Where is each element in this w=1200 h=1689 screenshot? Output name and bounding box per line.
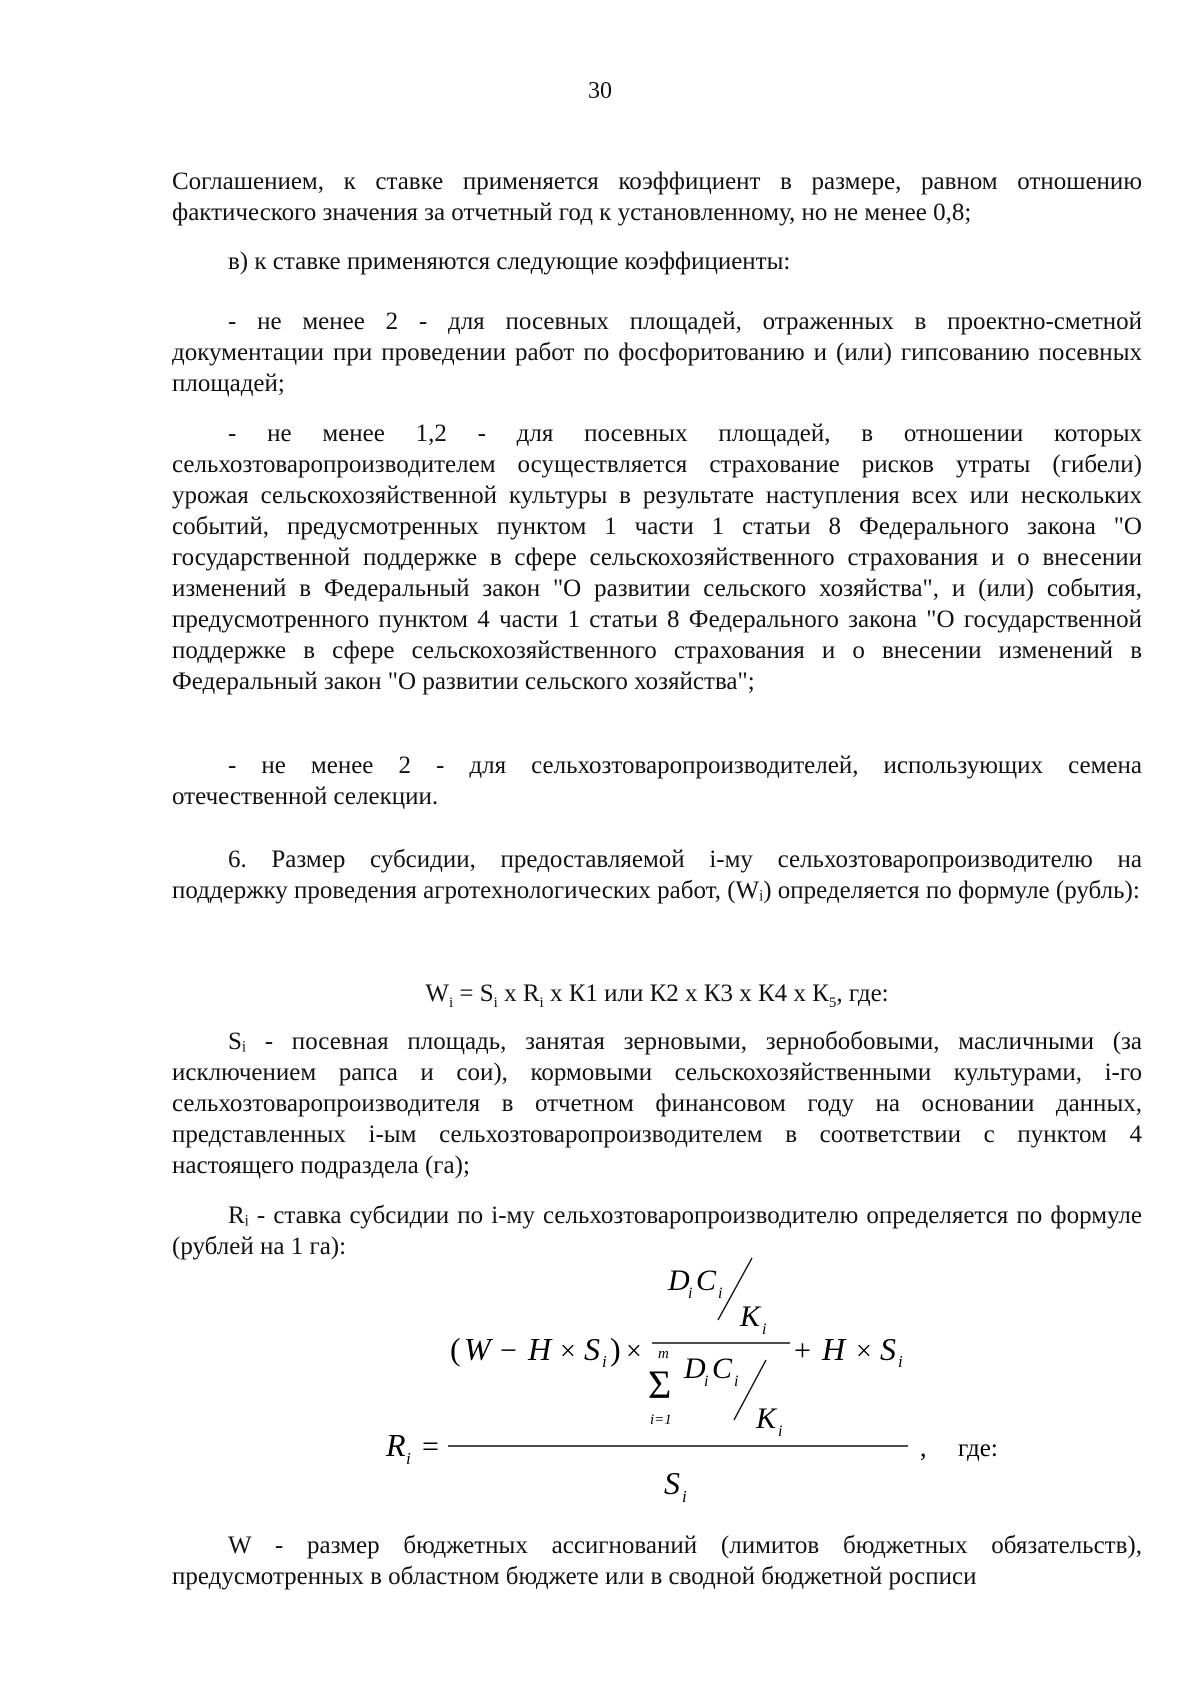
formula-subscript: i bbox=[704, 1373, 709, 1390]
formula-operator: + bbox=[794, 1334, 811, 1367]
paragraph-text: - не менее 2 - для сельхозтоваропроизводителей, использующих семена отечественной селекции. bbox=[172, 752, 1142, 810]
formula-subscript: i bbox=[448, 995, 454, 1011]
formula-symbol: К4 bbox=[757, 980, 788, 1007]
formula-subscript: i bbox=[682, 1487, 687, 1506]
formula-symbol: К3 bbox=[703, 980, 733, 1007]
formula-symbol: R bbox=[522, 980, 540, 1007]
formula-symbol: D bbox=[684, 1352, 706, 1385]
formula-operator: x bbox=[787, 980, 813, 1007]
formula-subscript: i bbox=[718, 1285, 723, 1302]
formula-operator: = bbox=[453, 980, 480, 1007]
formula-subscript: 5 bbox=[828, 995, 837, 1011]
formula-subscript: i bbox=[602, 1352, 607, 1371]
formula-operator: ( bbox=[450, 1331, 461, 1367]
formula-comma: , bbox=[920, 1433, 927, 1462]
formula-symbol: D bbox=[668, 1264, 690, 1297]
formula-operator: × bbox=[560, 1336, 576, 1367]
formula-symbol: S bbox=[664, 1465, 680, 1501]
paragraph-text: 6. Размер субсидии, предоставляемой i-му сельхозтоваропроизводителю на поддержку проведения агротехнологических работ, (Wᵢ) определяется по формуле (рубль): bbox=[172, 846, 1142, 904]
formula-symbol: S bbox=[479, 980, 494, 1007]
formula-subscript: i bbox=[539, 995, 544, 1011]
formula-subscript: i bbox=[688, 1285, 693, 1302]
paragraph-text: Sᵢ - посевная площадь, занятая зерновыми, зернобобовыми, масличными (за исключением рапса и сои), кормовыми сельскохозяйственными культурами, i-го сельхозтоваропроизводителя в отчетном финансовом году на основании данных, представленных i-ым сельхозтоваропроизводителем в соответствии с пунктом 4 настоящего подраздела (га); bbox=[172, 1028, 1142, 1179]
formula-symbol: К1 bbox=[568, 980, 598, 1007]
formula-symbol: S bbox=[584, 1331, 600, 1367]
page-number: 30 bbox=[588, 78, 612, 104]
formula-subscript: i bbox=[406, 1449, 411, 1468]
formula-operator: − bbox=[500, 1334, 517, 1367]
formula-symbol: C bbox=[696, 1264, 717, 1297]
formula-operator: x bbox=[678, 980, 704, 1007]
formula-operator: x bbox=[497, 980, 523, 1007]
paragraph-9 bbox=[172, 1530, 1142, 1592]
formula-symbol: C bbox=[712, 1352, 733, 1385]
paragraph-text: Rᵢ - ставка субсидии по i-му сельхозтоваропроизводителю определяется по формуле (рублей на 1 га): bbox=[172, 1202, 1142, 1260]
formula-subscript: i bbox=[734, 1373, 739, 1390]
paragraph-text: в) к ставке применяются следующие коэффициенты: bbox=[228, 248, 791, 275]
sum-upper-limit: m bbox=[658, 1346, 669, 1362]
paragraph-text: - не менее 1,2 - для посевных площадей, в отношении которых сельхозтоваропроизводителем осуществляется страхование рисков утраты (гибели) урожая сельскохозяйственной культуры в результате наступления всех или нескольких событий, предусмотренных пунктом 1 части 1 статьи 8 Федерального закона "О государственной поддержке в сфере сельскохозяйственного страхования и о внесении изменений в Федеральный закон "О развитии сельского хозяйства", и (или) события, предусмотренного пунктом 4 части 1 статьи 8 Федерального закона "О государственной поддержке в сфере сельскохозяйственного страхования и о внесении изменений в Федеральный закон "О развитии сельского хозяйства"; bbox=[172, 420, 1142, 695]
formula-subscript: i bbox=[778, 1423, 783, 1440]
formula-subscript: i bbox=[762, 1321, 767, 1338]
formula-symbol: К bbox=[812, 980, 829, 1007]
formula-operator: x bbox=[732, 980, 758, 1007]
formula-symbol: K bbox=[756, 1402, 777, 1435]
formula-where: где: bbox=[958, 1435, 998, 1462]
formula-operator: × bbox=[856, 1336, 872, 1367]
paragraph-text: Соглашением, к ставке применяется коэффициент в размере, равном отношению фактического значения за отчетный год к установленному, но не менее 0,8; bbox=[172, 168, 1142, 226]
formula-symbol: W bbox=[464, 1331, 491, 1367]
formula-symbol: K bbox=[740, 1300, 761, 1333]
paragraph-text: - не менее 2 - для посевных площадей, отраженных в проектно-сметной документации при проведении работ по фосфоритованию и (или) гипсованию посевных площадей; bbox=[172, 308, 1142, 397]
sum-sign: Σ bbox=[648, 1362, 672, 1407]
formula-symbol: H bbox=[528, 1331, 552, 1367]
paragraph-text: W - размер бюджетных ассигнований (лимитов бюджетных обязательств), предусмотренных в областном бюджете или в сводной бюджетной росписи bbox=[172, 1532, 1142, 1590]
formula-symbol: R bbox=[386, 1427, 406, 1463]
formula-operator: x bbox=[543, 980, 569, 1007]
formula-where: , где: bbox=[836, 980, 889, 1007]
formula-operator: × bbox=[626, 1336, 642, 1367]
formula-operator: или bbox=[597, 980, 650, 1007]
formula-symbol: К2 bbox=[649, 980, 679, 1007]
formula-symbol: W bbox=[425, 980, 449, 1007]
sum-lower-limit: i=1 bbox=[650, 1412, 672, 1428]
formula-operator: ) bbox=[610, 1331, 621, 1367]
formula-symbol: S bbox=[880, 1331, 896, 1367]
formula-operator: = bbox=[422, 1430, 439, 1463]
formula-subscript: i bbox=[493, 995, 498, 1011]
formula-symbol: H bbox=[822, 1331, 846, 1367]
formula-subscript: i bbox=[898, 1352, 903, 1371]
